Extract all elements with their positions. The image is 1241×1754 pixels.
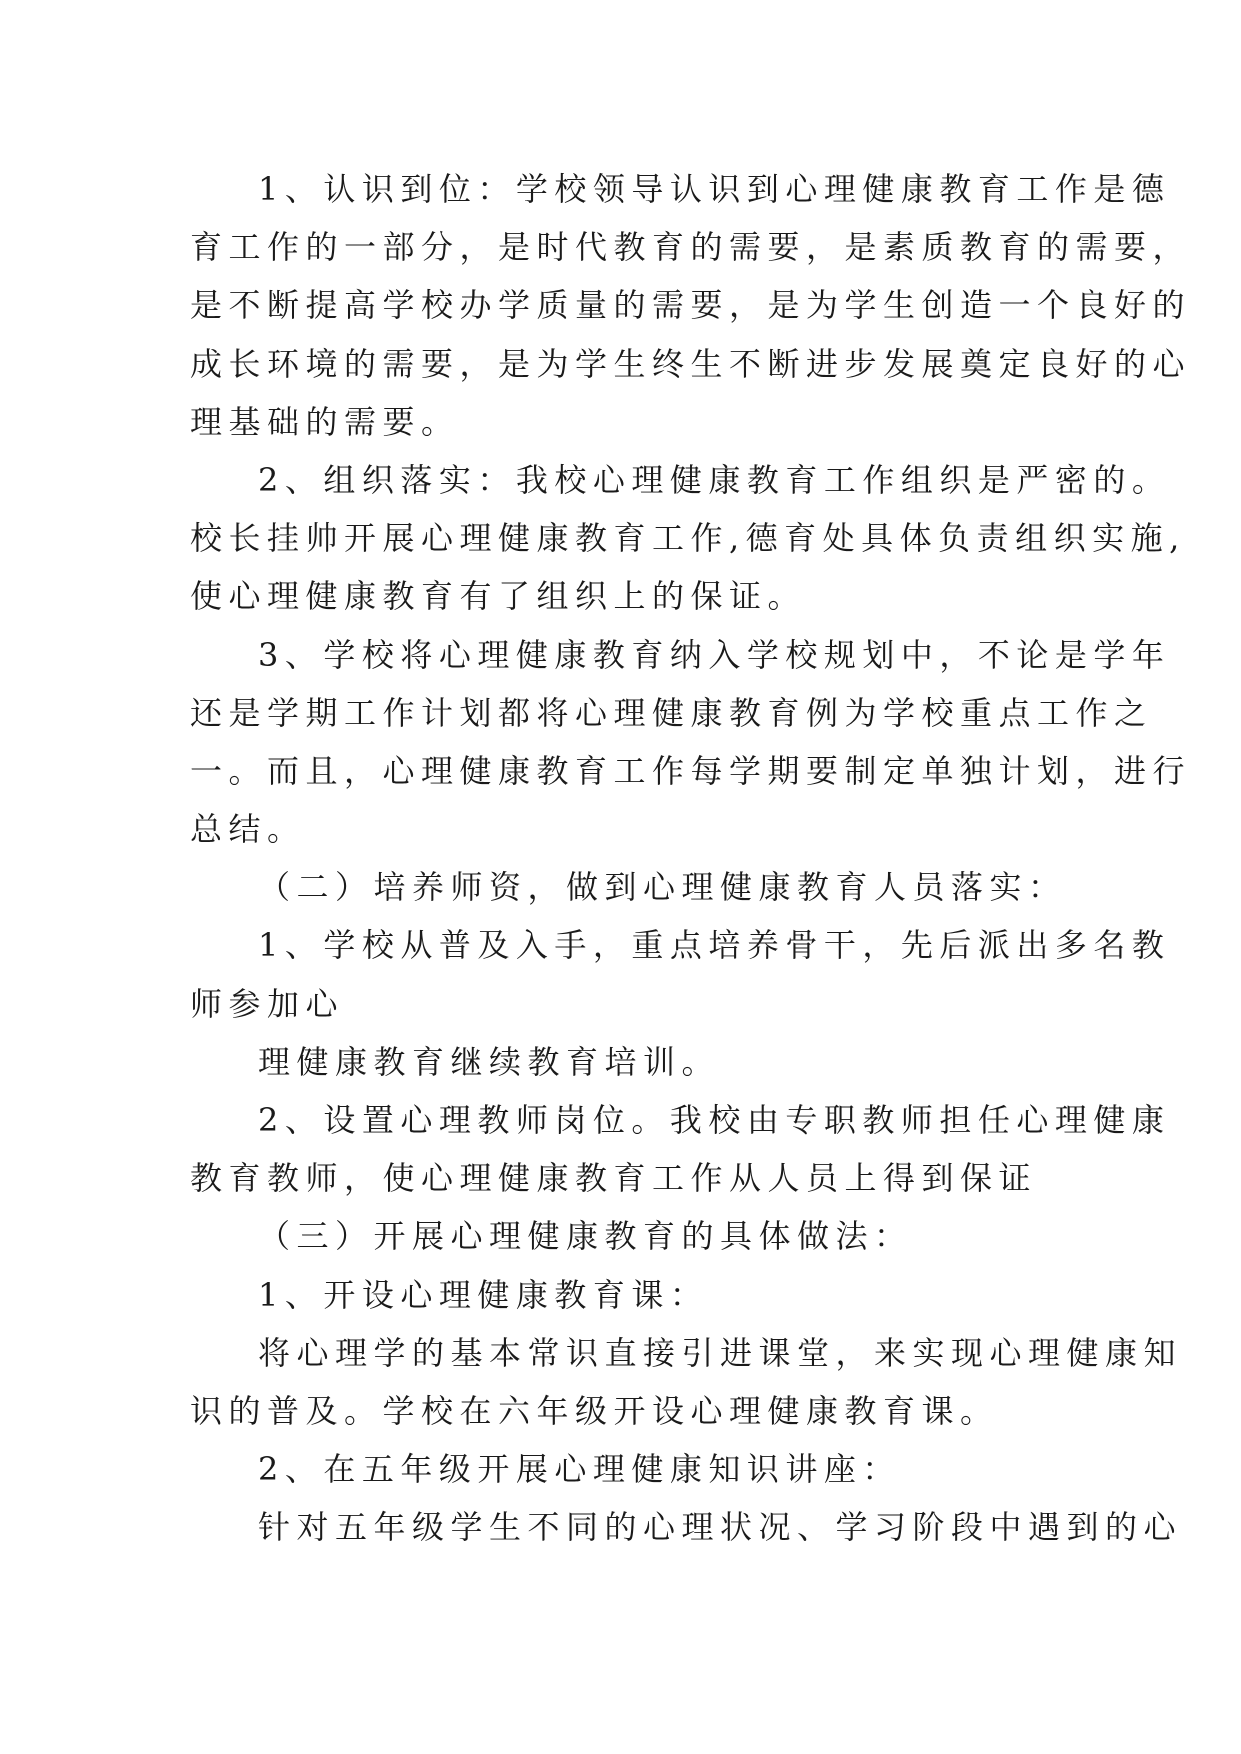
text-line: 1、开设心理健康教育课： [258, 1275, 709, 1314]
text-line: 成长环境的需要，是为学生终生不断进步发展奠定良好的心 [190, 344, 1192, 383]
text-line: 是不断提高学校办学质量的需要，是为学生创造一个良好的 [190, 286, 1192, 325]
text-line: 2、设置心理教师岗位。我校由专职教师担任心理健康 [258, 1101, 1171, 1139]
text-line: 针对五年级学生不同的心理状况、学习阶段中遇到的心 [258, 1508, 1183, 1547]
text-line: 理健康教育继续教育培训。 [258, 1042, 721, 1081]
text-line: 理基础的需要。 [190, 402, 460, 441]
text-line: 教育教师，使心理健康教育工作从人员上得到保证 [190, 1159, 1038, 1198]
text-line: 将心理学的基本常识直接引进课堂，来实现心理健康知 [258, 1333, 1183, 1372]
text-line: 2、在五年级开展心理健康知识讲座： [258, 1450, 901, 1489]
text-line: 师参加心 [190, 984, 345, 1023]
text-line: 一。而且，心理健康教育工作每学期要制定单独计划，进行 [190, 751, 1192, 790]
text-line: 育工作的一部分，是时代教育的需要，是素质教育的需要， [190, 228, 1192, 267]
text-line: 3、学校将心理健康教育纳入学校规划中，不论是学年 [258, 635, 1171, 674]
text-line: 识的普及。学校在六年级开设心理健康教育课。 [190, 1391, 999, 1430]
document-body [190, 160, 1192, 1557]
text-line: （三）开展心理健康教育的具体做法： [258, 1217, 913, 1256]
text-line: 1、学校从普及入手，重点培养骨干，先后派出多名教 [258, 926, 1171, 965]
text-line: 使心理健康教育有了组织上的保证。 [190, 577, 807, 616]
text-line: 校长挂帅开展心理健康教育工作,德育处具体负责组织实施, [190, 519, 1186, 558]
text-line: 总结。 [190, 810, 306, 849]
text-line: 还是学期工作计划都将心理健康教育例为学校重点工作之 [190, 693, 1153, 732]
text-line: （二）培养师资，做到心理健康教育人员落实： [258, 868, 1067, 907]
text-line: 1、认识到位：学校领导认识到心理健康教育工作是德 [258, 170, 1171, 208]
text-line: 2、组织落实：我校心理健康教育工作组织是严密的。 [258, 460, 1171, 499]
